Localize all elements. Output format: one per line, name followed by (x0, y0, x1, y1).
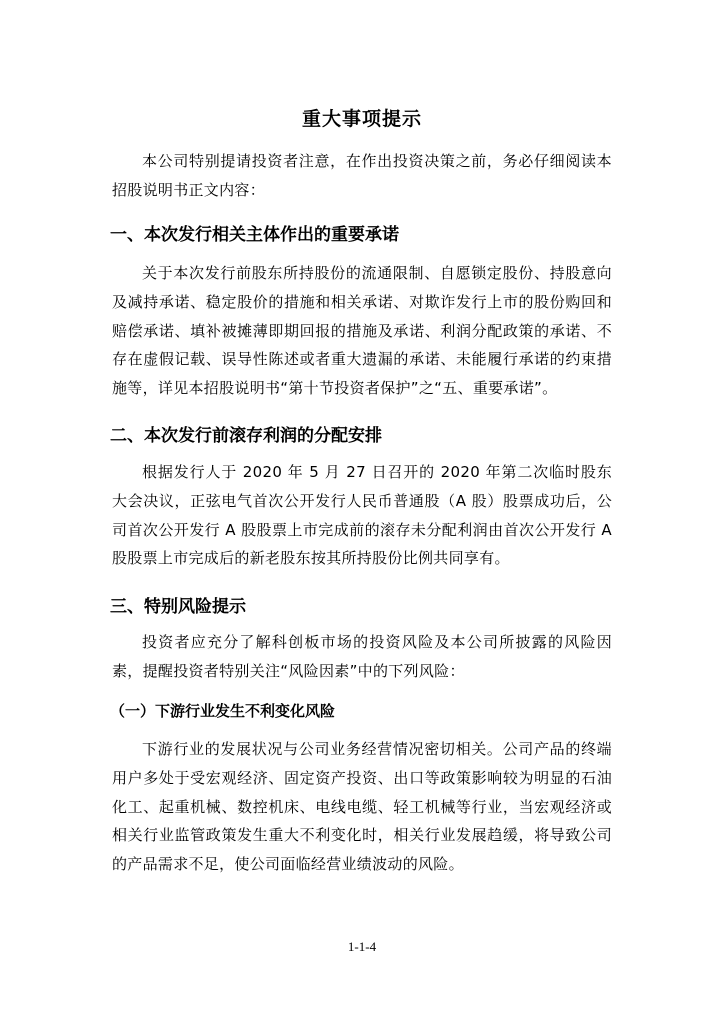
document-title: 重大事项提示 (301, 108, 422, 130)
intro-paragraph: 本公司特别提请投资者注意，在作出投资决策之前，务必仔细阅读本招股说明书正文内容： (112, 152, 612, 199)
page-number: 1-1-4 (347, 939, 377, 954)
section-1-paragraph: 关于本次发行前股东所持股份的流通限制、自愿锁定股份、持股意向及减持承诺、稳定股价的措施和相关承诺、对欺诈发行上市的股份购回和赔偿承诺、填补被摊薄即期回报的措施及承诺、利润分配政策的承诺、不存在虚假记载、误导性陈述或者重大遗漏的承诺、未能履行承诺的约束措施等，详见本招股说明书“第十节投资者保护”之“五、重要承诺”。 (112, 264, 612, 398)
subsection-1-paragraph: 下游行业的发展状况与公司业务经营情况密切相关。公司产品的终端用户多处于受宏观经济、固定资产投资、出口等政策影响较为明显的石油化工、起重机械、数控机床、电线电缆、轻工机械等行业，当宏观经济或相关行业监管政策发生重大不利变化时，相关行业发展趋缓，将导致公司的产品需求不足，使公司面临经营业绩波动的风险。 (112, 740, 612, 874)
section-1-heading: 一、本次发行相关主体作出的重要承诺 (110, 225, 399, 245)
section-3-paragraph: 投资者应充分了解科创板市场的投资风险及本公司所披露的风险因素，提醒投资者特别关注“风险因素”中的下列风险： (112, 633, 612, 680)
section-3-heading: 三、特别风险提示 (110, 597, 246, 617)
section-2-paragraph: 根据发行人于 2020 年 5 月 27 日召开的 2020 年第二次临时股东大会决议，正弦电气首次公开发行人民币普通股（A 股）股票成功后，公司首次公开发行 A 股股票上市完成前的滚存未分配利润由首次公开发行 A 股股票上市完成后的新老股东按其所持股份比例共同享有。 (112, 463, 612, 568)
section-2-heading: 二、本次发行前滚存利润的分配安排 (110, 426, 382, 446)
subsection-1-heading: （一）下游行业发生不利变化风险 (110, 702, 336, 720)
